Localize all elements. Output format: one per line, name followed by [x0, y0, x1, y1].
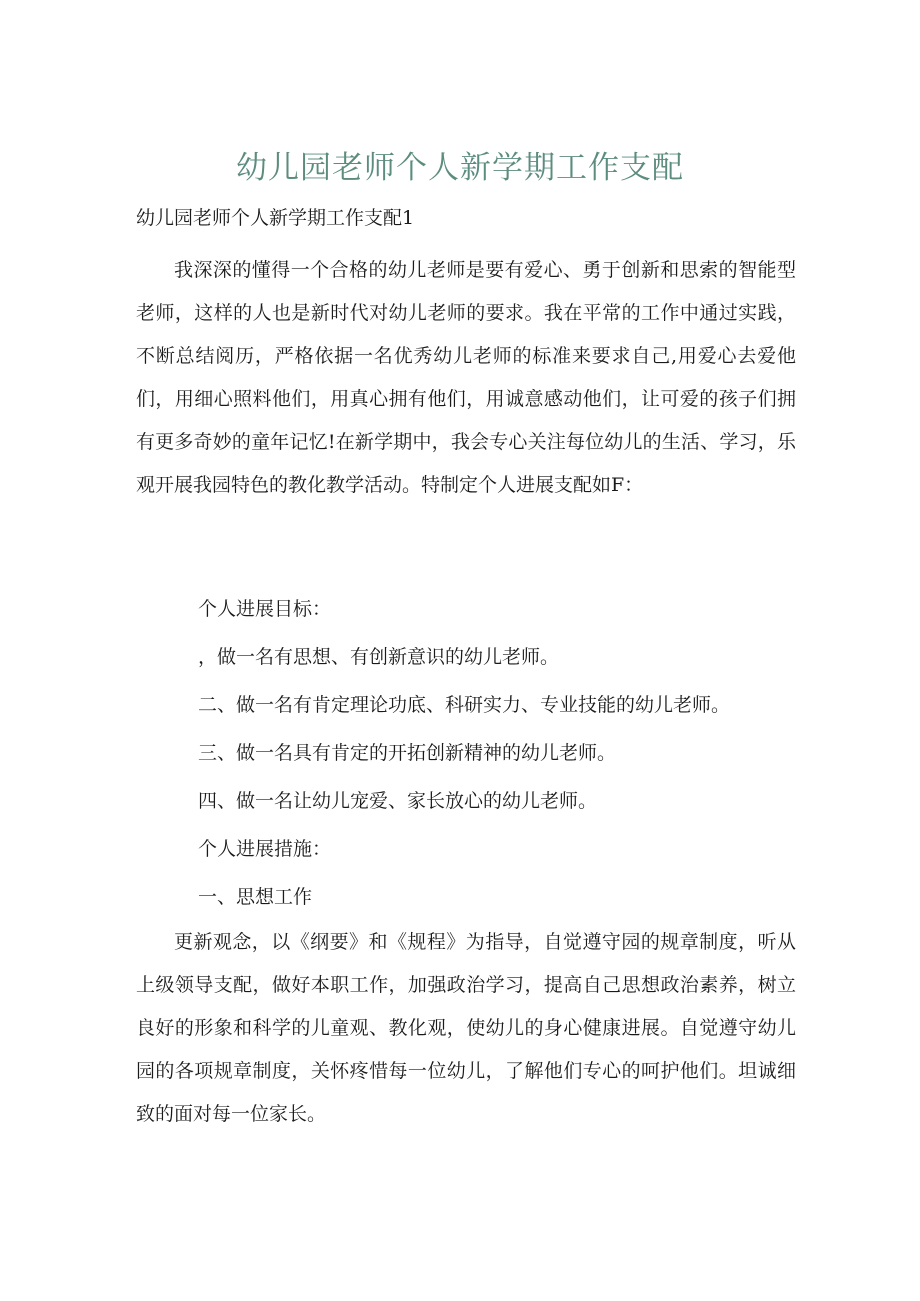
measures-heading: 个人进展措施：: [198, 838, 332, 860]
document-title: 幼儿园老师个人新学期工作支配: [236, 150, 684, 186]
document-subtitle: 幼儿园老师个人新学期工作支配1: [136, 207, 415, 229]
goal-item: 二、做一名有肯定理论功底、科研实力、专业技能的幼儿老师。: [198, 694, 731, 716]
intro-paragraph: 我深深的懂得一个合格的幼儿老师是要有爱心、勇于创新和思索的智能型老师，这样的人也是新时代对幼儿老师的要求。我在平常的工作中通过实践，不断总结阅历，严格依据一名优秀幼儿老师的标准来要求自己,用爱心去爱他们，用细心照料他们，用真心拥有他们，用诚意感动他们，让可爱的孩子们拥有更多奇妙的童年记忆!在新学期中，我会专心关注每位幼儿的生活、学习，乐观开展我园特色的教化教学活动。特制定个人进展支配如F：: [136, 259, 796, 496]
section-one-paragraph: 更新观念，以《纲要》和《规程》为指导，自觉遵守园的规章制度，听从上级领导支配，做好本职工作，加强政治学习，提高自己思想政治素养，树立良好的形象和科学的儿童观、教化观，使幼儿的身心健康进展。自觉遵守幼儿园的各项规章制度，关怀疼惜每一位幼儿，了解他们专心的呵护他们。坦诚细致的面对每一位家长。: [136, 931, 796, 1125]
goals-heading: 个人进展目标：: [198, 598, 332, 620]
section-one-heading: 一、思想工作: [198, 886, 313, 908]
goal-item: ，做一名有思想、有创新意识的幼儿老师。: [198, 646, 560, 668]
goal-item: 四、做一名让幼儿宠爱、家长放心的幼儿老师。: [198, 790, 598, 812]
goal-item: 三、做一名具有肯定的开拓创新精神的幼儿老师。: [198, 742, 617, 764]
